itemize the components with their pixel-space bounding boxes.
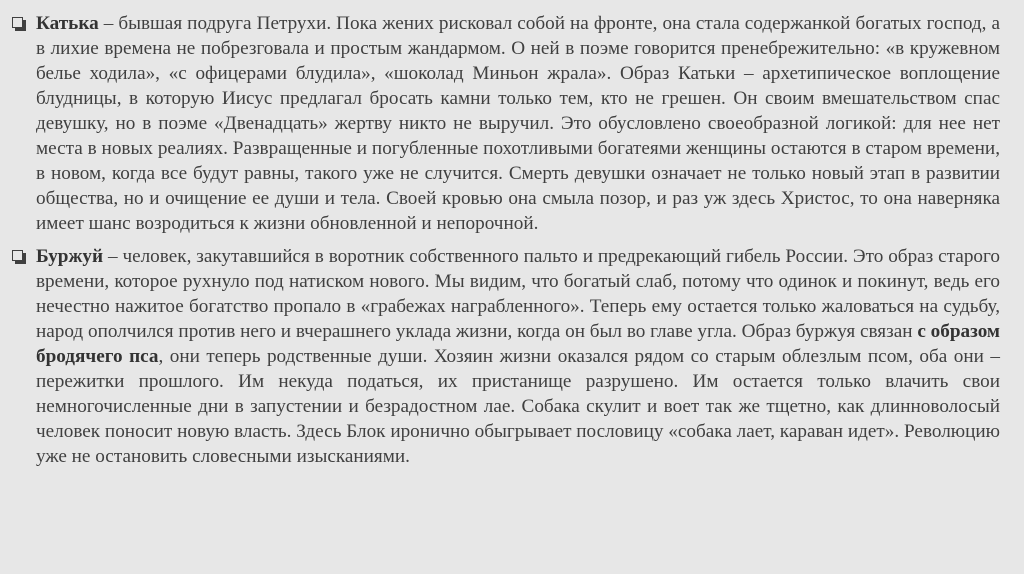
term-burzhuy: Буржуй <box>36 246 104 267</box>
description-burzhuy-part1: – человек, закутавшийся в воротник собственного пальто и предрекающий гибель России. Это образ старого времени, которое рухнуло под натиском нового. Мы видим, что богатый слаб, потому что одинок и покинут, ведь его нечестно нажитое богатство пропало в «грабежах награбленного». Теперь ему остается только жаловаться на судьбу, народ ополчился против него и вчерашнего уклада жизни, когда он был во главе угла. Образ буржуя связан <box>36 246 1000 342</box>
description-burzhuy-part2: , они теперь родственные души. Хозяин жизни оказался рядом со старым облезлым псом, оба они – пережитки прошлого. Им некуда податься, их пристанище разрушено. Им остается только влачить свои немногочисленные дни в запустении и безрадостном лае. Собака скулит и воет так же тщетно, как длинноволосый человек поносит новую власть. Здесь Блок иронично обыгрывает пословицу «собака лает, караван идет». Революцию уже не остановить словесными изысканиями. <box>36 346 1000 467</box>
description-katka: – бывшая подруга Петрухи. Пока жених рисковал собой на фронте, она стала содержанкой богатых господ, а в лихие времена не побрезговала и простым жандармом. О ней в поэме говорится пренебрежительно: «в кружевном белье ходила», «с офицерами блудила», «шоколад Миньон жрала». Образ Катьки – архетипическое воплощение блудницы, в которую Иисус предлагал бросать камни только тем, кто не грешен. Он своим вмешательством спас девушку, но в поэме «Двенадцать» жертву никто не выручил. Это обусловлено своеобразной логикой: для нее нет места в новых реалиях. Развращенные и погубленные похотливыми богатеями женщины остаются в старом времени, в новом, когда все будут равны, такого уже не случится. Смерть девушки означает не только новый этап в развитии общества, но и очищение ее души и тела. Своей кровью она смыла позор, и раз уж здесь Христос, то она наверняка имеет шанс возродиться к жизни обновленной и непорочной. <box>36 13 1000 234</box>
bullet-item-katka <box>10 11 1000 236</box>
bullet-item-burzhuy <box>10 244 1000 469</box>
checkbox-bullet-icon <box>12 17 23 28</box>
bold-phrase-stray-dog: с образом бродячего пса <box>36 321 1000 367</box>
checkbox-bullet-icon <box>12 250 23 261</box>
slide-content <box>10 11 1000 477</box>
term-katka: Катька <box>36 13 99 34</box>
